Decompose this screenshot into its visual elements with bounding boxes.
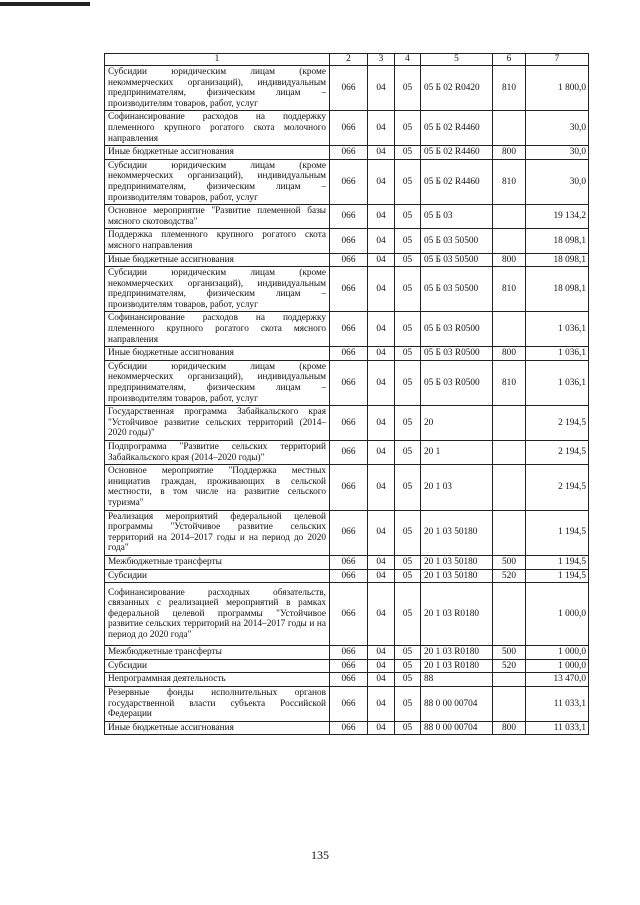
expense-type xyxy=(493,406,526,441)
amount: 1 000,0 xyxy=(526,659,589,673)
row-description: Субсидии xyxy=(105,659,330,673)
row-description: Подпрограмма "Развитие сельских территорий Забайкальского края (2014–2020 годы)" xyxy=(105,441,330,465)
expense-type xyxy=(493,312,526,347)
subsection-code: 05 xyxy=(395,229,421,253)
row-description: Иные бюджетные ассигнования xyxy=(105,253,330,267)
target-article: 20 1 03 50180 xyxy=(421,569,493,583)
expense-type xyxy=(493,510,526,555)
ministry-code: 066 xyxy=(330,441,368,465)
section-code: 04 xyxy=(368,347,395,361)
amount: 1 036,1 xyxy=(526,312,589,347)
column-header: 1 xyxy=(105,54,330,66)
ministry-code: 066 xyxy=(330,66,368,111)
expense-type: 810 xyxy=(493,267,526,312)
ministry-code: 066 xyxy=(330,360,368,405)
row-description: Софинансирование расходных обязательств, связанных с реализацией мероприятий в рамках федеральной целевой программы "Устойчивое развитие сельских территорий на 2014–2017 годы и на период до 2020 года" xyxy=(105,583,330,646)
table-header-row xyxy=(105,54,589,66)
subsection-code: 05 xyxy=(395,347,421,361)
row-description: Субсидии юридическим лицам (кроме некоммерческих организаций), индивидуальным предпринимателям, физическим лицам – производителям товаров, работ, услуг xyxy=(105,360,330,405)
section-code: 04 xyxy=(368,646,395,660)
subsection-code: 05 xyxy=(395,686,421,721)
subsection-code: 05 xyxy=(395,406,421,441)
row-description: Иные бюджетные ассигнования xyxy=(105,146,330,160)
target-article: 05 Б 03 R0500 xyxy=(421,312,493,347)
section-code: 04 xyxy=(368,659,395,673)
section-code: 04 xyxy=(368,205,395,229)
amount: 11 033,1 xyxy=(526,686,589,721)
table-row xyxy=(105,510,589,555)
row-description: Непрограммная деятельность xyxy=(105,673,330,687)
target-article: 05 Б 03 50500 xyxy=(421,253,493,267)
expense-type: 500 xyxy=(493,555,526,569)
row-description: Поддержка племенного крупного рогатого скота мясного направления xyxy=(105,229,330,253)
subsection-code: 05 xyxy=(395,111,421,146)
table-row xyxy=(105,159,589,204)
section-code: 04 xyxy=(368,583,395,646)
table-row xyxy=(105,312,589,347)
ministry-code: 066 xyxy=(330,229,368,253)
row-description: Межбюджетные трансферты xyxy=(105,646,330,660)
ministry-code: 066 xyxy=(330,583,368,646)
ministry-code: 066 xyxy=(330,146,368,160)
amount: 30,0 xyxy=(526,159,589,204)
table-row xyxy=(105,555,589,569)
amount: 1 194,5 xyxy=(526,510,589,555)
ministry-code: 066 xyxy=(330,555,368,569)
ministry-code: 066 xyxy=(330,659,368,673)
ministry-code: 066 xyxy=(330,205,368,229)
expense-type: 810 xyxy=(493,66,526,111)
section-code: 04 xyxy=(368,312,395,347)
row-description: Реализация мероприятий федеральной целевой программы "Устойчивое развитие сельских территорий на 2014–2017 годы и на период до 2020 года" xyxy=(105,510,330,555)
expense-type xyxy=(493,111,526,146)
section-code: 04 xyxy=(368,686,395,721)
column-header: 2 xyxy=(330,54,368,66)
table-row xyxy=(105,253,589,267)
expense-type: 800 xyxy=(493,347,526,361)
target-article: 05 Б 03 R0500 xyxy=(421,360,493,405)
amount: 1 194,5 xyxy=(526,569,589,583)
ministry-code: 066 xyxy=(330,673,368,687)
section-code: 04 xyxy=(368,267,395,312)
expense-type: 810 xyxy=(493,159,526,204)
section-code: 04 xyxy=(368,510,395,555)
target-article: 20 1 xyxy=(421,441,493,465)
target-article: 88 0 00 00704 xyxy=(421,686,493,721)
amount: 30,0 xyxy=(526,111,589,146)
ministry-code: 066 xyxy=(330,646,368,660)
ministry-code: 066 xyxy=(330,347,368,361)
expense-type: 800 xyxy=(493,146,526,160)
target-article: 05 Б 03 R0500 xyxy=(421,347,493,361)
subsection-code: 05 xyxy=(395,146,421,160)
page-number: 135 xyxy=(311,848,329,862)
subsection-code: 05 xyxy=(395,465,421,510)
amount: 1 036,1 xyxy=(526,347,589,361)
table-row xyxy=(105,569,589,583)
table-row xyxy=(105,267,589,312)
expense-type: 810 xyxy=(493,360,526,405)
ministry-code: 066 xyxy=(330,312,368,347)
section-code: 04 xyxy=(368,465,395,510)
section-code: 04 xyxy=(368,253,395,267)
target-article: 05 Б 02 R4460 xyxy=(421,111,493,146)
subsection-code: 05 xyxy=(395,646,421,660)
table-row xyxy=(105,146,589,160)
amount: 18 098,1 xyxy=(526,253,589,267)
row-description: Резервные фонды исполнительных органов государственной власти субъекта Российской Федерации xyxy=(105,686,330,721)
target-article: 88 0 00 00704 xyxy=(421,721,493,735)
subsection-code: 05 xyxy=(395,159,421,204)
amount: 18 098,1 xyxy=(526,229,589,253)
ministry-code: 066 xyxy=(330,721,368,735)
ministry-code: 066 xyxy=(330,686,368,721)
column-header: 5 xyxy=(421,54,493,66)
column-header: 4 xyxy=(395,54,421,66)
subsection-code: 05 xyxy=(395,721,421,735)
amount: 1 000,0 xyxy=(526,583,589,646)
row-description: Софинансирование расходов на поддержку племенного крупного рогатого скота молочного направления xyxy=(105,111,330,146)
expense-type xyxy=(493,205,526,229)
target-article: 20 xyxy=(421,406,493,441)
section-code: 04 xyxy=(368,721,395,735)
expense-type xyxy=(493,583,526,646)
expense-type: 520 xyxy=(493,569,526,583)
subsection-code: 05 xyxy=(395,441,421,465)
target-article: 20 1 03 R0180 xyxy=(421,659,493,673)
target-article: 20 1 03 50180 xyxy=(421,510,493,555)
table-row xyxy=(105,441,589,465)
expense-type: 500 xyxy=(493,646,526,660)
amount: 11 033,1 xyxy=(526,721,589,735)
expense-type xyxy=(493,441,526,465)
section-code: 04 xyxy=(368,66,395,111)
row-description: Субсидии юридическим лицам (кроме некоммерческих организаций), индивидуальным предпринимателям, физическим лицам – производителям товаров, работ, услуг xyxy=(105,66,330,111)
row-description: Основное мероприятие "Поддержка местных инициатив граждан, проживающих в сельской местности, в том числе на развитие сельского туризма" xyxy=(105,465,330,510)
target-article: 05 Б 03 50500 xyxy=(421,229,493,253)
ministry-code: 066 xyxy=(330,510,368,555)
subsection-code: 05 xyxy=(395,66,421,111)
amount: 19 134,2 xyxy=(526,205,589,229)
section-code: 04 xyxy=(368,555,395,569)
ministry-code: 066 xyxy=(330,569,368,583)
expense-type xyxy=(493,465,526,510)
section-code: 04 xyxy=(368,406,395,441)
row-description: Иные бюджетные ассигнования xyxy=(105,721,330,735)
table-row xyxy=(105,583,589,646)
target-article: 20 1 03 R0180 xyxy=(421,646,493,660)
expense-type: 520 xyxy=(493,659,526,673)
subsection-code: 05 xyxy=(395,569,421,583)
subsection-code: 05 xyxy=(395,673,421,687)
section-code: 04 xyxy=(368,673,395,687)
table-row xyxy=(105,465,589,510)
section-code: 04 xyxy=(368,441,395,465)
section-code: 04 xyxy=(368,229,395,253)
expense-type xyxy=(493,673,526,687)
section-code: 04 xyxy=(368,360,395,405)
section-code: 04 xyxy=(368,111,395,146)
section-code: 04 xyxy=(368,159,395,204)
subsection-code: 05 xyxy=(395,312,421,347)
expense-type xyxy=(493,229,526,253)
row-description: Государственная программа Забайкальского края "Устойчивое развитие сельских территорий (2014–2020 годы)" xyxy=(105,406,330,441)
subsection-code: 05 xyxy=(395,510,421,555)
target-article: 88 xyxy=(421,673,493,687)
table-row xyxy=(105,406,589,441)
column-header: 6 xyxy=(493,54,526,66)
amount: 1 000,0 xyxy=(526,646,589,660)
amount: 1 800,0 xyxy=(526,66,589,111)
ministry-code: 066 xyxy=(330,253,368,267)
table-row xyxy=(105,111,589,146)
expense-type xyxy=(493,686,526,721)
amount: 13 470,0 xyxy=(526,673,589,687)
row-description: Иные бюджетные ассигнования xyxy=(105,347,330,361)
target-article: 20 1 03 R0180 xyxy=(421,583,493,646)
target-article: 05 Б 02 R4460 xyxy=(421,159,493,204)
section-code: 04 xyxy=(368,146,395,160)
ministry-code: 066 xyxy=(330,111,368,146)
amount: 18 098,1 xyxy=(526,267,589,312)
ministry-code: 066 xyxy=(330,465,368,510)
expense-type: 800 xyxy=(493,721,526,735)
subsection-code: 05 xyxy=(395,360,421,405)
table-row xyxy=(105,721,589,735)
target-article: 20 1 03 xyxy=(421,465,493,510)
target-article: 05 Б 02 R0420 xyxy=(421,66,493,111)
table-row xyxy=(105,686,589,721)
table-row xyxy=(105,673,589,687)
subsection-code: 05 xyxy=(395,205,421,229)
ministry-code: 066 xyxy=(330,267,368,312)
row-description: Основное мероприятие "Развитие племенной базы мясного скотоводства" xyxy=(105,205,330,229)
budget-table xyxy=(104,53,589,735)
subsection-code: 05 xyxy=(395,555,421,569)
table-row xyxy=(105,360,589,405)
subsection-code: 05 xyxy=(395,267,421,312)
target-article: 20 1 03 50180 xyxy=(421,555,493,569)
scan-edge-mark xyxy=(0,2,90,6)
section-code: 04 xyxy=(368,569,395,583)
subsection-code: 05 xyxy=(395,659,421,673)
row-description: Софинансирование расходов на поддержку племенного крупного рогатого скота мясного направления xyxy=(105,312,330,347)
ministry-code: 066 xyxy=(330,159,368,204)
subsection-code: 05 xyxy=(395,253,421,267)
amount: 2 194,5 xyxy=(526,406,589,441)
table-row xyxy=(105,646,589,660)
row-description: Субсидии юридическим лицам (кроме некоммерческих организаций), индивидуальным предпринимателям, физическим лицам – производителям товаров, работ, услуг xyxy=(105,267,330,312)
table-row xyxy=(105,66,589,111)
row-description: Межбюджетные трансферты xyxy=(105,555,330,569)
ministry-code: 066 xyxy=(330,406,368,441)
subsection-code: 05 xyxy=(395,583,421,646)
amount: 1 194,5 xyxy=(526,555,589,569)
table-row xyxy=(105,229,589,253)
amount: 2 194,5 xyxy=(526,465,589,510)
table-row xyxy=(105,347,589,361)
target-article: 05 Б 03 50500 xyxy=(421,267,493,312)
amount: 2 194,5 xyxy=(526,441,589,465)
row-description: Субсидии xyxy=(105,569,330,583)
amount: 1 036,1 xyxy=(526,360,589,405)
column-header: 7 xyxy=(526,54,589,66)
table-row xyxy=(105,659,589,673)
table-row xyxy=(105,205,589,229)
amount: 30,0 xyxy=(526,146,589,160)
row-description: Субсидии юридическим лицам (кроме некоммерческих организаций), индивидуальным предпринимателям, физическим лицам – производителям товаров, работ, услуг xyxy=(105,159,330,204)
column-header: 3 xyxy=(368,54,395,66)
target-article: 05 Б 02 R4460 xyxy=(421,146,493,160)
expense-type: 800 xyxy=(493,253,526,267)
target-article: 05 Б 03 xyxy=(421,205,493,229)
